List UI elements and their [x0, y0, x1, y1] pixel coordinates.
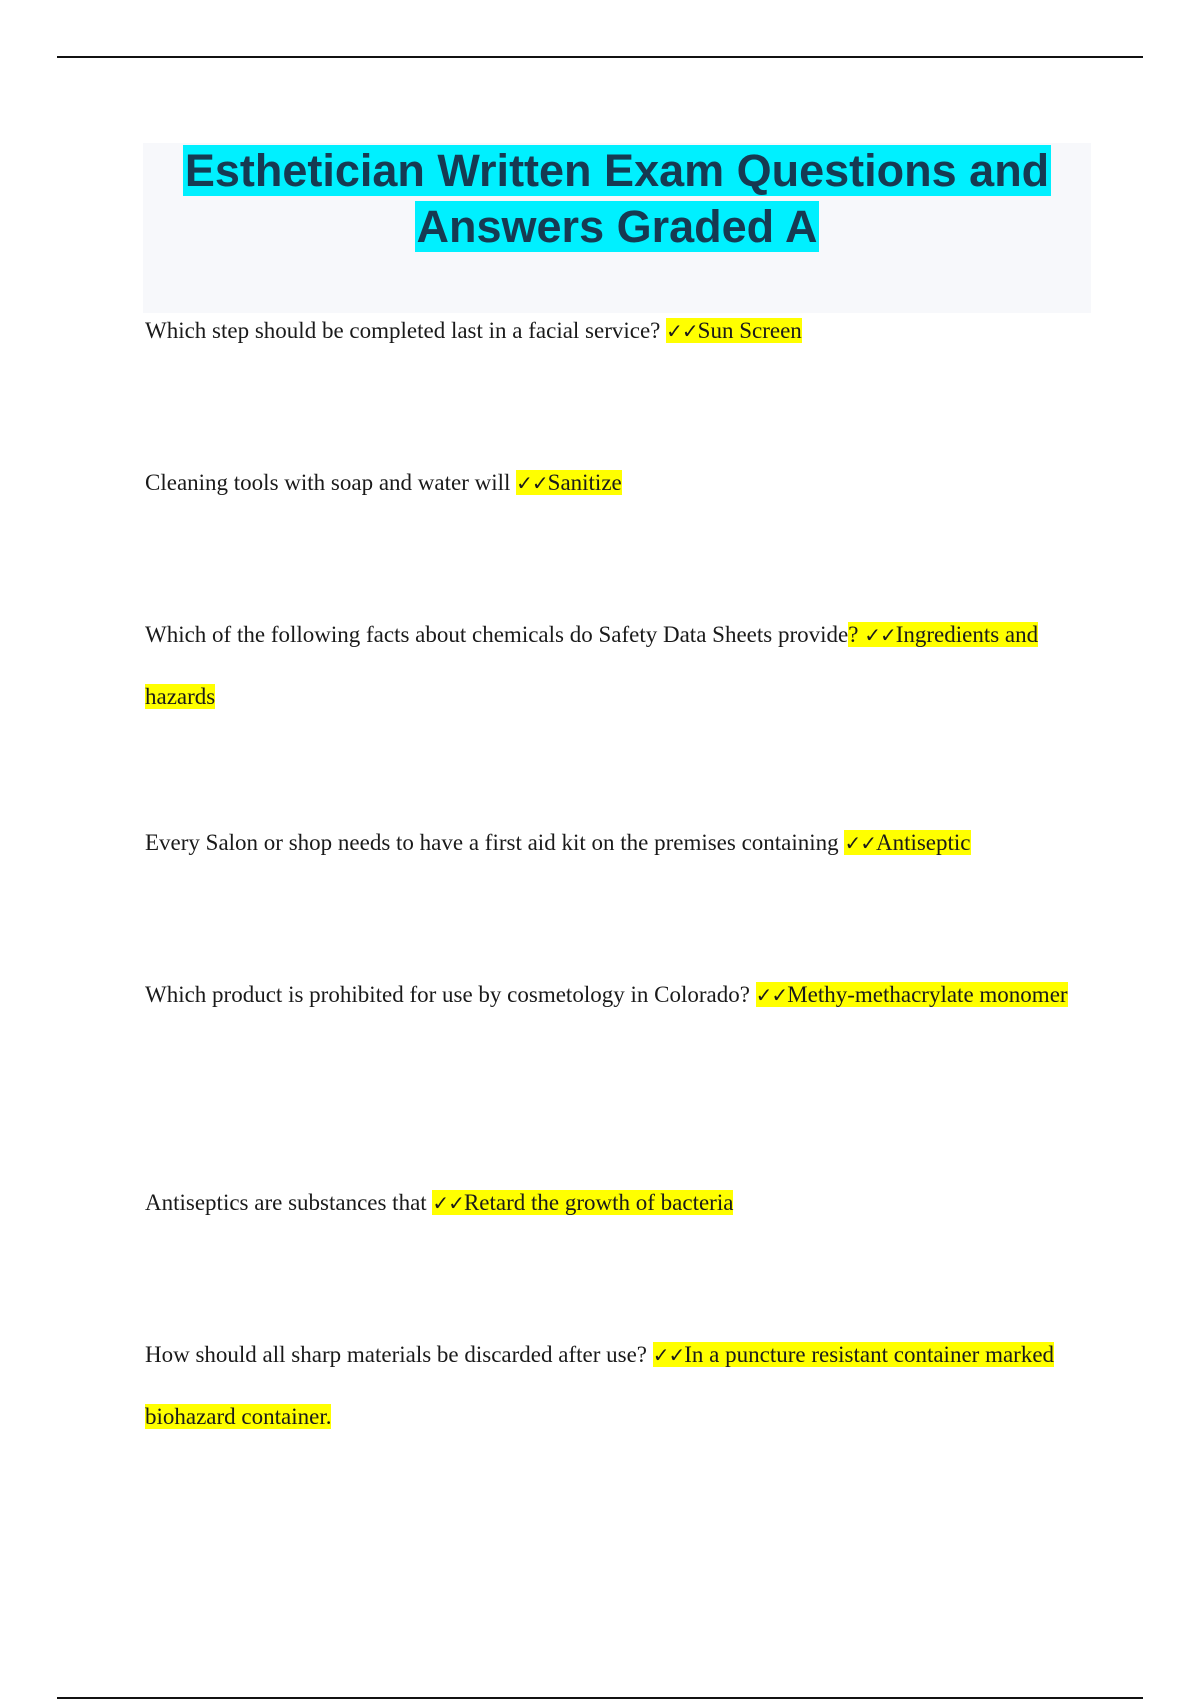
answer-text: Retard the growth of bacteria [463, 1190, 734, 1215]
double-check-icon: ✓✓ [652, 1343, 685, 1367]
answer-prefix: ? [848, 622, 859, 647]
double-check-icon: ✓✓ [864, 623, 896, 647]
answer-text: Sanitize [547, 470, 622, 495]
answer-highlight [756, 982, 1068, 1007]
answer-text: In a puncture resistant container marked biohazard container. [145, 1342, 1055, 1429]
question-text: Every Salon or shop needs to have a first aid kit on the premises containing [145, 830, 839, 855]
question-text: Which product is prohibited for use by cosmetology in Colorado? [145, 982, 750, 1007]
answer-text: Methy-methacrylate monomer [787, 982, 1068, 1007]
answer-highlight [844, 830, 970, 855]
qa-item-2 [145, 452, 1075, 514]
answer-highlight [432, 1190, 733, 1215]
qa-item-7 [145, 1324, 1075, 1447]
answer-text: Sun Screen [697, 318, 802, 343]
answer-highlight [516, 470, 622, 495]
answer-text: Antiseptic [875, 830, 971, 855]
double-check-icon: ✓✓ [516, 471, 548, 495]
qa-item-6 [145, 1172, 1075, 1234]
question-text: How should all sharp materials be discarded after use? [145, 1342, 647, 1367]
double-check-icon: ✓✓ [844, 831, 876, 855]
answer-text: Ingredients and hazards [145, 622, 1039, 709]
document-title [143, 143, 1091, 255]
double-check-icon: ✓✓ [666, 319, 698, 343]
question-text: Which step should be completed last in a facial service? [145, 318, 661, 343]
question-text: Cleaning tools with soap and water will [145, 470, 511, 495]
top-rule [57, 56, 1143, 58]
answer-highlight [666, 318, 802, 343]
double-check-icon: ✓✓ [432, 1191, 464, 1215]
double-check-icon: ✓✓ [755, 983, 788, 1007]
question-text: Antiseptics are substances that [145, 1190, 427, 1215]
qa-item-3 [145, 604, 1075, 727]
qa-item-1 [145, 300, 1075, 362]
title-highlight: Esthetician Written Exam Questions and Answers Graded A [184, 145, 1050, 252]
qa-item-4 [145, 812, 1075, 874]
bottom-rule [57, 1697, 1143, 1699]
qa-item-5 [145, 964, 1075, 1026]
question-text: Which of the following facts about chemicals do Safety Data Sheets provide [145, 622, 849, 647]
